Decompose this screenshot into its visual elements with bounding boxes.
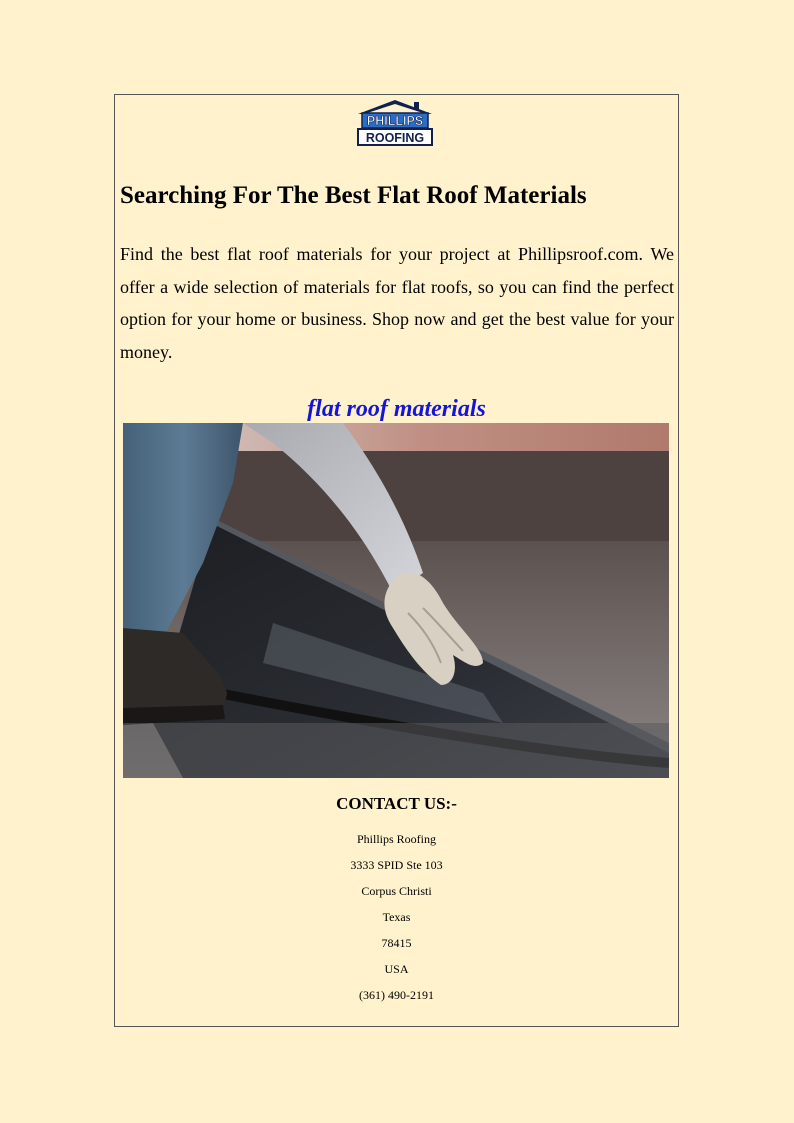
contact-country: USA	[384, 962, 409, 976]
contact-city: Corpus Christi	[361, 884, 432, 898]
roofing-worker-photo	[123, 423, 669, 778]
contact-details	[115, 826, 678, 1008]
phillips-roofing-logo	[354, 96, 436, 148]
logo-roof-icon	[358, 100, 432, 114]
contact-street: 3333 SPID Ste 103	[350, 858, 443, 872]
contact-phone[interactable]: (361) 490-2191	[359, 988, 434, 1002]
contact-zip: 78415	[381, 936, 412, 950]
intro-paragraph: Find the best flat roof materials for your project at Phillipsroof.com. We offer a wide selection of materials for flat roofs, so you can find the perfect option for your home or business. Shop now and get the best value for your money.	[120, 244, 674, 362]
contact-state: Texas	[382, 910, 411, 924]
flat-roof-materials-link[interactable]: flat roof materials	[307, 396, 486, 422]
contact-heading: CONTACT US:-	[336, 794, 457, 813]
contact-company: Phillips Roofing	[356, 832, 436, 846]
page-title: Searching For The Best Flat Roof Materials	[120, 182, 587, 209]
logo-text-line2: ROOFING	[365, 131, 425, 145]
logo-text-line1: PHILLIPS	[366, 114, 424, 128]
